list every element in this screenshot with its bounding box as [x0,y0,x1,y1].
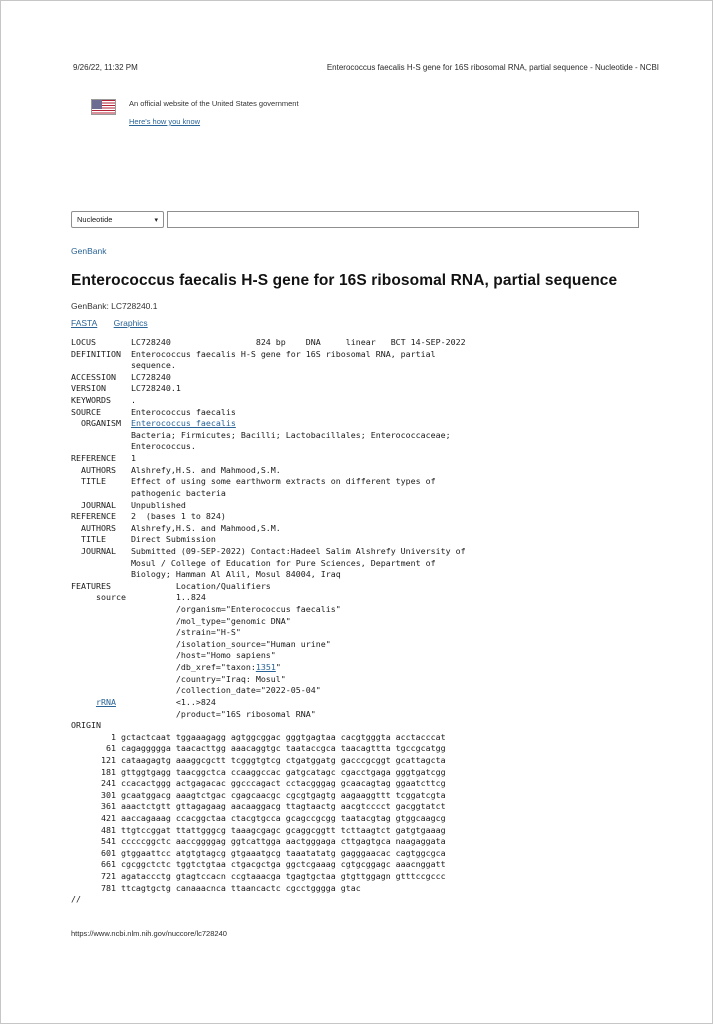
us-flag-icon [91,99,116,115]
record-line [71,349,692,361]
record-line [71,767,692,779]
print-datetime: 9/26/22, 11:32 PM [73,63,138,72]
record-line [71,581,692,593]
record-line [71,627,692,639]
record-line [71,337,692,349]
record-text: 661 cgcggctctc tggtctgtaa ctgacgctga ggctcgaaag cgtgcggagc aaacnggatt [71,859,446,870]
record-line [71,523,692,535]
record-line [71,558,692,570]
record-text: <1..>824 [115,696,216,707]
print-header [73,63,659,72]
record-text: 481 ttgtccggat ttattgggcg taaagcgagc gcaggcggtt tcttaagtct gatgtgaaag [71,824,446,835]
record-text: Biology; Hamman Al Alil, Mosul 84004, Iraq [71,569,341,580]
record-line [71,894,692,906]
record-text: 1 gctactcaat tggaaagagg agtggcggac gggtgagtaa cacgtgggta acctacccat [71,731,446,742]
record-line [71,418,692,430]
record-text: sequence. [71,360,176,371]
record-text: ORGANISM [71,418,131,429]
record-text: Bacteria; Firmicutes; Bacilli; Lactobacillales; Enterococcaceae; [71,429,451,440]
record-line [71,755,692,767]
fasta-link[interactable]: FASTA [71,318,98,328]
record-text: 601 gtggaattcc atgtgtagcg gtgaaatgcg taaatatatg gagggaacac cagtggcgca [71,847,446,858]
record-line [71,732,692,744]
record-line [71,395,692,407]
record-text: REFERENCE 1 [71,453,136,464]
record-line [71,360,692,372]
record-text: DEFINITION Enterococcus faecalis H-S gene for 16S ribosomal RNA, partial [71,348,436,359]
record-text [71,697,96,707]
heres-how-you-know-link[interactable]: Here's how you know [129,117,201,126]
record-text: VERSION LC728240.1 [71,383,181,394]
record-line [71,569,692,581]
record-text: 61 cagaggggga taacacttgg aaacaggtgc taataccgca taacagttta tgccgcatgg [71,743,446,754]
record-text: JOURNAL Submitted (09-SEP-2022) Contact:Hadeel Salim Alshrefy University of [71,545,466,556]
record-text: 301 gcaatggacg aaagtctgac cgagcaacgc cgcgtgagtg aagaaggttt tcggatcgta [71,789,446,800]
record-line [71,407,692,419]
record-text: /product="16S ribosomal RNA" [71,708,316,719]
record-text: LOCUS LC728240 824 bp DNA linear BCT 14-SEP-2022 [71,337,466,347]
record-text: ACCESSION LC728240 [71,371,171,382]
taxon-link[interactable]: 1351 [255,662,276,673]
record-line [71,674,692,686]
record-text: 781 ttcagtgctg canaaacnca ttaancactc cgcctgggga gtac [71,882,361,893]
record-line [71,685,692,697]
record-text: 361 aaactctgtt gttagagaag aacaaggacg ttagtaactg aacgtcccct gacggtatct [71,801,446,812]
chevron-down-icon: ▾ [154,217,158,224]
record-line [71,778,692,790]
record-text: source 1..824 [71,592,206,603]
search-input[interactable] [167,211,639,228]
record-line [71,836,692,848]
record-text: TITLE Effect of using some earthworm extracts on different types of [71,476,436,487]
record-line [71,616,692,628]
record-text: 181 gttggtgagg taacggctca ccaaggccac gatgcatagc cgacctgaga gggtgatcgg [71,766,446,777]
record-text: 241 ccacactggg actgagacac ggcccagact cctacgggag gcaacagtag ggaatcttcg [71,778,446,789]
record-line [71,604,692,616]
record-line [71,546,692,558]
record-line [71,465,692,477]
record-line [71,488,692,500]
record-text: pathogenic bacteria [71,487,226,498]
record-text: Enterococcus. [71,441,196,452]
record-line [71,383,692,395]
genbank-record [71,337,692,906]
record-line [71,476,692,488]
record-line [71,592,692,604]
record-text: ORIGIN [71,720,101,731]
record-line [71,441,692,453]
record-line [71,662,692,674]
record-line [71,650,692,662]
record-line [71,372,692,384]
record-line [71,883,692,895]
record-text: AUTHORS Alshrefy,H.S. and Mahmood,S.M. [71,522,281,533]
record-line [71,871,692,883]
record-text: /organism="Enterococcus faecalis" [71,604,341,615]
format-links [71,318,162,328]
record-text: FEATURES Location/Qualifiers [71,580,271,591]
print-doc-title: Enterococcus faecalis H-S gene for 16S ribosomal RNA, partial sequence - Nucleotide - NCBI [326,63,659,72]
record-text: Mosul / College of Education for Pure Sciences, Department of [71,557,436,568]
record-line [71,848,692,860]
record-text: JOURNAL Unpublished [71,499,186,510]
record-line [71,500,692,512]
record-line [71,790,692,802]
record-text: 121 cataagagtg aaaggcgctt tcgggtgtcg ctgatggatg gacccgcggt gcattagcta [71,754,446,765]
record-line [71,813,692,825]
database-select-value: Nucleotide [77,215,113,224]
record-line [71,720,692,732]
database-select[interactable] [71,211,164,228]
record-text: TITLE Direct Submission [71,534,216,545]
record-text: /db_xref="taxon: [71,662,256,673]
record-text: REFERENCE 2 (bases 1 to 824) [71,511,226,522]
record-line [71,801,692,813]
record-line [71,697,692,709]
record-line [71,639,692,651]
record-line [71,534,692,546]
record-line [71,511,692,523]
record-text: /host="Homo sapiens" [71,650,276,661]
record-line [71,859,692,871]
accession-line: GenBank: LC728240.1 [71,301,158,311]
record-text: // [71,894,81,905]
rrna-feature-link[interactable]: rRNA [95,696,116,707]
print-footer-url: https://www.ncbi.nlm.nih.gov/nuccore/lc728240 [71,929,227,938]
organism-link[interactable]: Enterococcus faecalis [130,418,236,429]
record-text: " [275,662,281,673]
record-line [71,453,692,465]
record-line [71,825,692,837]
record-line [71,743,692,755]
record-text: KEYWORDS . [71,395,136,406]
record-text: 541 cccccggctc aaccggggag ggtcattgga aactgggaga cttgagtgca naagaggata [71,836,446,847]
search-bar [71,211,639,229]
record-line [71,430,692,442]
record-text: SOURCE Enterococcus faecalis [71,406,236,417]
record-text: 721 agataccctg gtagtccacn ccgtaaacga tgagtgctaa gtgttggagn gtttccgccc [71,871,446,882]
record-text: /country="Iraq: Mosul" [71,673,286,684]
graphics-link[interactable]: Graphics [113,318,148,328]
page-title: Enterococcus faecalis H-S gene for 16S ribosomal RNA, partial sequence [71,272,618,289]
record-text: 421 aaccagaaag ccacggctaa ctacgtgcca gcagccgcgg taatacgtag gtggcaagcg [71,812,446,823]
genbank-breadcrumb-link[interactable]: GenBank [71,246,107,256]
record-text: /strain="H-S" [71,627,241,638]
record-text: /collection_date="2022-05-04" [71,685,321,696]
gov-banner-text: An official website of the United States government [129,99,299,108]
record-line [71,709,692,721]
record-text: /mol_type="genomic DNA" [71,615,291,626]
record-text: /isolation_source="Human urine" [71,638,331,649]
record-text: AUTHORS Alshrefy,H.S. and Mahmood,S.M. [71,464,281,475]
